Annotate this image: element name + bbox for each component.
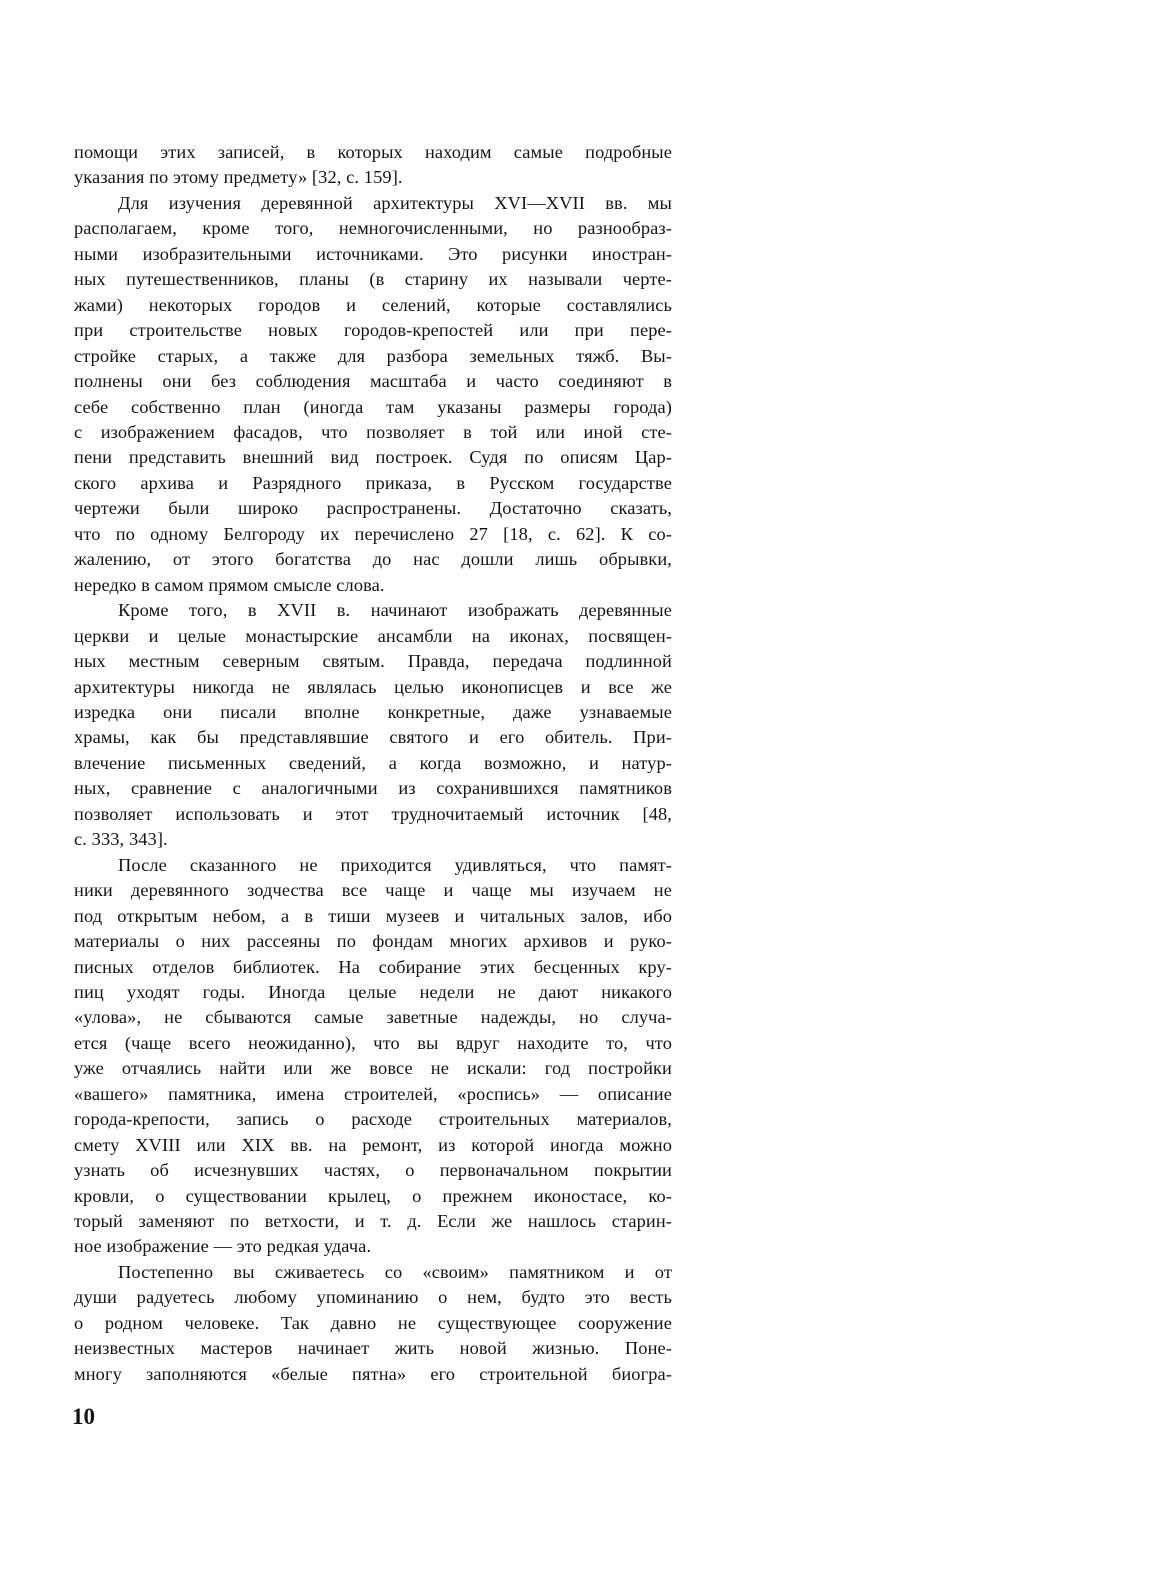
text-line: нередко в самом прямом смысле слова. — [74, 574, 385, 595]
text-line: ных путешественников, планы (в старину их называли черте- — [74, 269, 672, 290]
text-line: Постепенно вы сживаетесь со «своим» памятником и от — [118, 1261, 672, 1282]
text-line: храмы, как бы представлявшие святого и его обитель. При- — [74, 727, 672, 748]
text-line: узнать об исчезнувших частях, о первоначальном покрытии — [74, 1160, 672, 1181]
text-line: писных отделов библиотек. На собирание этих бесценных кру- — [74, 956, 672, 977]
text-line: ского архива и Разрядного приказа, в Русском государстве — [74, 472, 672, 493]
text-line: ется (чаще всего неожиданно), что вы вдруг находите то, что — [74, 1032, 672, 1053]
text-line: располагаем, кроме того, немногочисленными, но разнообраз- — [74, 218, 672, 239]
text-line: материалы о них рассеяны по фондам многих архивов и руко- — [74, 931, 672, 952]
text-line: пиц уходят годы. Иногда целые недели не дают никакого — [74, 981, 672, 1002]
text-line: Для изучения деревянной архитектуры XVI—XVII вв. мы — [118, 192, 672, 213]
text-line: изредка они писали вполне конкретные, даже узнаваемые — [74, 701, 672, 722]
text-line: уже отчаялись найти или же вовсе не искали: год постройки — [74, 1058, 672, 1079]
paragraph-4 — [74, 853, 672, 1260]
text-line: с. 333, 343]. — [74, 829, 168, 850]
text-line: жалению, от этого богатства до нас дошли лишь обрывки, — [74, 549, 672, 570]
text-line: под открытым небом, а в тиши музеев и читальных залов, ибо — [74, 905, 672, 926]
paragraph-1 — [74, 140, 672, 191]
page-number: 10 — [72, 1404, 95, 1429]
text-line: ных местным северным святым. Правда, передача подлинной — [74, 651, 672, 672]
text-line: города-крепости, запись о расходе строительных материалов, — [74, 1109, 672, 1130]
paragraph-5 — [74, 1260, 672, 1387]
text-line: о родном человеке. Так давно не существующее сооружение — [74, 1312, 672, 1333]
text-line: ники деревянного зодчества все чаще и чаще мы изучаем не — [74, 880, 672, 901]
text-line: ных, сравнение с аналогичными из сохранившихся памятников — [74, 778, 672, 799]
text-line: торый заменяют по ветхости, и т. д. Если же нашлось старин- — [74, 1211, 672, 1232]
text-line: архитектуры никогда не являлась целью иконописцев и все же — [74, 676, 672, 697]
paragraph-2 — [74, 191, 672, 598]
text-line: ными изобразительными источниками. Это рисунки иностран- — [74, 243, 672, 264]
text-line: стройке старых, а также для разбора земельных тяжб. Вы- — [74, 345, 672, 366]
text-line: церкви и целые монастырские ансамбли на иконах, посвящен- — [74, 625, 672, 646]
text-line: души радуетесь любому упоминанию о нем, будто это весть — [74, 1287, 672, 1308]
text-line: смету XVIII или XIX вв. на ремонт, из которой иногда можно — [74, 1134, 672, 1155]
text-line: пени представить внешний вид построек. Судя по описям Цар- — [74, 447, 672, 468]
text-line: помощи этих записей, в которых находим самые подробные — [74, 142, 672, 162]
text-line: чертежи были широко распространены. Достаточно сказать, — [74, 498, 672, 519]
text-line: Кроме того, в XVII в. начинают изображать деревянные — [118, 600, 672, 621]
text-line: указания по этому предмету» [32, с. 159]. — [74, 167, 403, 188]
text-line: влечение письменных сведений, а когда возможно, и натур- — [74, 752, 672, 773]
text-line: «улова», не сбываются самые заветные надежды, но случа- — [74, 1007, 672, 1028]
text-line: полнены они без соблюдения масштаба и часто соединяют в — [74, 371, 672, 392]
text-line: «вашего» памятника, имена строителей, «роспись» — описание — [74, 1083, 672, 1104]
text-line: с изображением фасадов, что позволяет в той или иной сте- — [74, 421, 672, 442]
text-line: ное изображение — это редкая удача. — [74, 1236, 372, 1257]
text-line: многу заполняются «белые пятна» его строительной биогра- — [74, 1363, 672, 1384]
text-line: неизвестных мастеров начинает жить новой жизнью. Поне- — [74, 1338, 672, 1359]
text-line: кровли, о существовании крылец, о прежнем иконостасе, ко- — [74, 1185, 672, 1206]
paragraph-3 — [74, 598, 672, 853]
text-line: себе собственно план (иногда там указаны размеры города) — [74, 396, 672, 417]
text-line: что по одному Белгороду их перечислено 27 [18, с. 62]. К со- — [74, 523, 672, 544]
page-body — [74, 140, 672, 1387]
text-line: позволяет использовать и этот трудночитаемый источник [48, — [74, 803, 672, 824]
text-line: жами) некоторых городов и селений, которые составлялись — [74, 294, 672, 315]
text-line: при строительстве новых городов-крепостей или при пере- — [74, 320, 672, 341]
text-line: После сказанного не приходится удивляться, что памят- — [118, 854, 672, 875]
